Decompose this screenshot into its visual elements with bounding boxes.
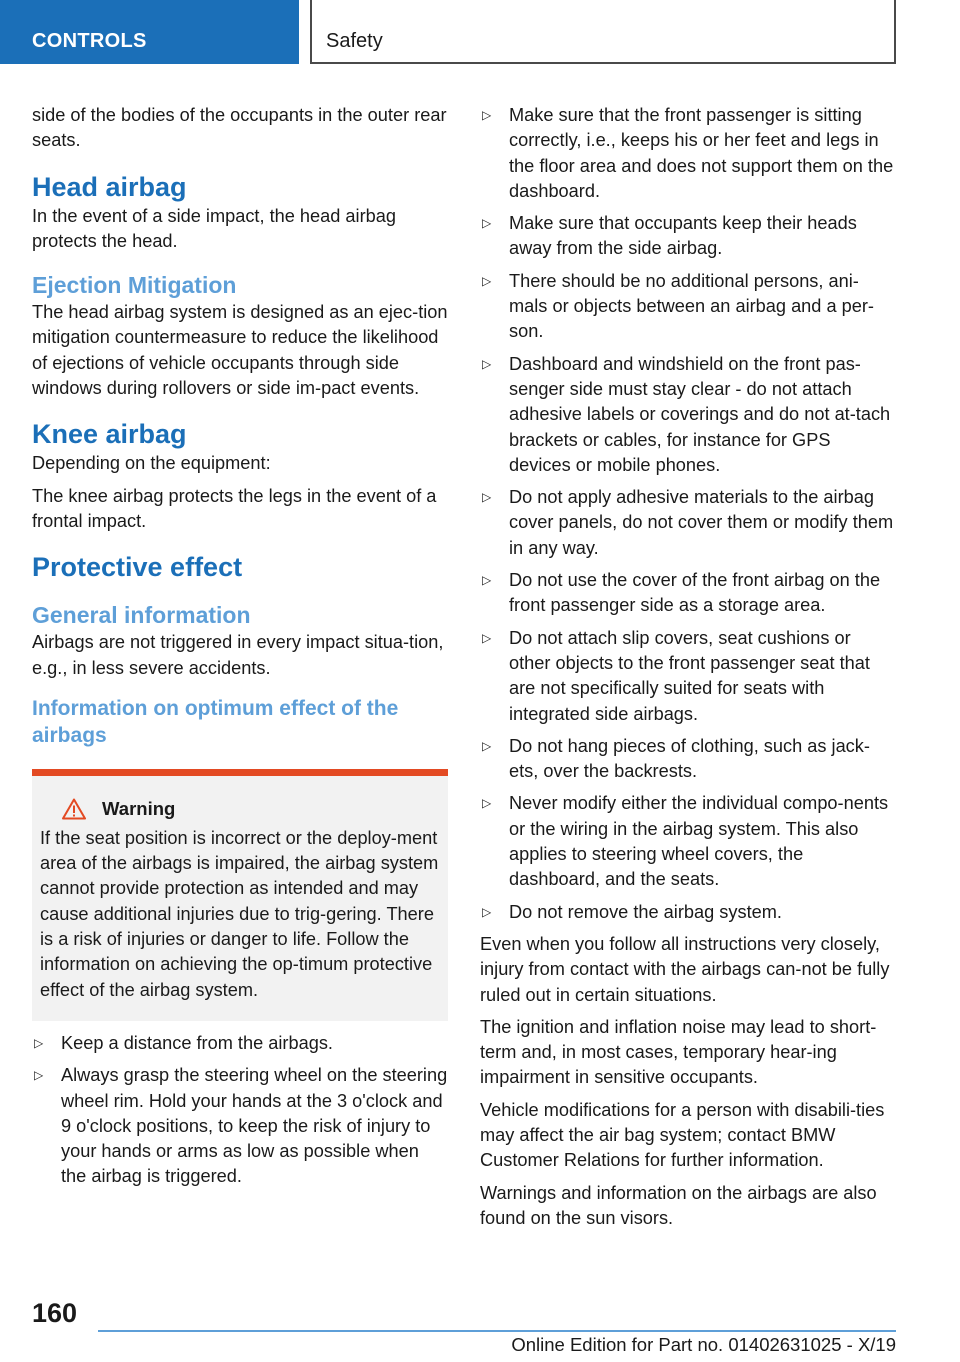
warning-box — [32, 769, 448, 1021]
heading-general-information: General information — [32, 602, 251, 629]
section-tab[interactable] — [0, 0, 299, 64]
list-item: ▷ Dashboard and windshield on the front pas‐senger side must stay clear - do not attach adhesive labels or coverings and do not at‐tach brackets or cables, for instance for GPS devices or mobile phones. — [480, 352, 896, 478]
list-item: ▷ Do not use the cover of the front airbag on the front passenger side as a storage area. — [480, 568, 896, 619]
modifications-paragraph: Vehicle modifications for a person with disabili‐ties may affect the air bag system; contact BMW Customer Relations for further information. — [480, 1099, 885, 1171]
list-item: ▷ Never modify either the individual compo‐nents or the wiring in the airbag system. This also applies to steering wheel covers, the dashboard, and the seats. — [480, 791, 896, 892]
knee-text-protects: The knee airbag protects the legs in the event of a frontal impact. — [32, 485, 437, 531]
general-text: Airbags are not triggered in every impact situa‐tion, e.g., in less severe accidents. — [32, 632, 444, 678]
list-item: ▷ Always grasp the steering wheel on the steering wheel rim. Hold your hands at the 3 o'clock and 9 o'clock positions, to keep the risk of injury to your hands or arms as low as possible when the airbag is triggered. — [32, 1063, 448, 1189]
heading-head-airbag: Head airbag — [32, 171, 187, 202]
left-bullet-list — [32, 1031, 448, 1190]
triangle-bullet-icon: ▷ — [482, 630, 492, 645]
triangle-bullet-icon: ▷ — [34, 1068, 44, 1083]
list-item: ▷ Do not hang pieces of clothing, such as jack‐ets, over the backrests. — [480, 734, 896, 785]
right-column — [480, 103, 896, 1238]
triangle-bullet-icon: ▷ — [482, 490, 492, 505]
list-item: ▷ Do not attach slip covers, seat cushions or other objects to the front passenger seat that are not specifically suited for seats with integrated side airbags. — [480, 626, 896, 727]
page-number: 160 — [32, 1298, 78, 1328]
list-item: ▷ Make sure that occupants keep their heads away from the side airbag. — [480, 211, 896, 262]
triangle-bullet-icon: ▷ — [482, 573, 492, 588]
triangle-bullet-icon: ▷ — [482, 273, 492, 288]
list-item: ▷ Keep a distance from the airbags. — [32, 1031, 448, 1056]
knee-text-equipment: Depending on the equipment: — [32, 453, 271, 474]
section-label: CONTROLS — [32, 30, 147, 52]
chapter-header — [310, 0, 896, 64]
list-item: ▷ There should be no additional persons, ani‐mals or objects between an airbag and a per‐son. — [480, 269, 896, 345]
triangle-bullet-icon: ▷ — [482, 216, 492, 231]
head-airbag-text: In the event of a side impact, the head airbag protects the head. — [32, 205, 396, 251]
warning-triangle-icon — [62, 798, 86, 820]
heading-ejection-mitigation: Ejection Mitigation — [32, 272, 237, 299]
edition-text: Online Edition for Part no. 01402631025 - X/19 — [511, 1334, 896, 1355]
warning-text: If the seat position is incorrect or the deploy‐ment area of the airbags is impaired, the airbag system cannot provide protection as intended and may cause additional injuries due to trig‐gering. There is a risk of injuries or danger to life. Follow the information on achieving the op‐timum protective effect of the airbag system. — [40, 827, 439, 1000]
footer-divider — [98, 1330, 896, 1332]
chapter-label: Safety — [326, 30, 383, 52]
left-column — [32, 103, 448, 1197]
triangle-bullet-icon: ▷ — [482, 904, 492, 919]
triangle-bullet-icon: ▷ — [482, 796, 492, 811]
triangle-bullet-icon: ▷ — [482, 108, 492, 122]
intro-text: side of the bodies of the occupants in the outer rear seats. — [32, 105, 447, 151]
triangle-bullet-icon: ▷ — [482, 738, 492, 753]
heading-protective-effect: Protective effect — [32, 552, 243, 583]
warning-header — [40, 798, 440, 820]
sun-visors-paragraph: Warnings and information on the airbags are also found on the sun visors. — [480, 1182, 877, 1228]
triangle-bullet-icon: ▷ — [34, 1035, 44, 1050]
list-item: ▷ Do not remove the airbag system. — [480, 900, 896, 925]
ejection-text: The head airbag system is designed as an ejec‐tion mitigation countermeasure to reduce the likelihood of ejections of vehicle occupants through side windows during rollovers or side im‐pact events. — [32, 302, 448, 399]
list-item: ▷ Make sure that the front passenger is sitting correctly, i.e., keeps his or her feet and legs in the floor area and does not support them on the dashboard. — [480, 103, 896, 204]
injury-paragraph: Even when you follow all instructions very closely, injury from contact with the airbags can‐not be fully ruled out in certain situations. — [480, 933, 890, 1005]
triangle-bullet-icon: ▷ — [482, 356, 492, 371]
noise-paragraph: The ignition and inflation noise may lead to short-term and, in most cases, temporary hear‐ing impairment in sensitive occupants. — [480, 1016, 877, 1088]
heading-knee-airbag: Knee airbag — [32, 419, 187, 450]
list-item: ▷ Do not apply adhesive materials to the airbag cover panels, do not cover them or modify them in any way. — [480, 485, 896, 561]
heading-optimum-effect: Information on optimum effect of the airbags — [32, 696, 399, 747]
warning-title: Warning — [102, 797, 176, 819]
right-bullet-list — [480, 103, 896, 925]
